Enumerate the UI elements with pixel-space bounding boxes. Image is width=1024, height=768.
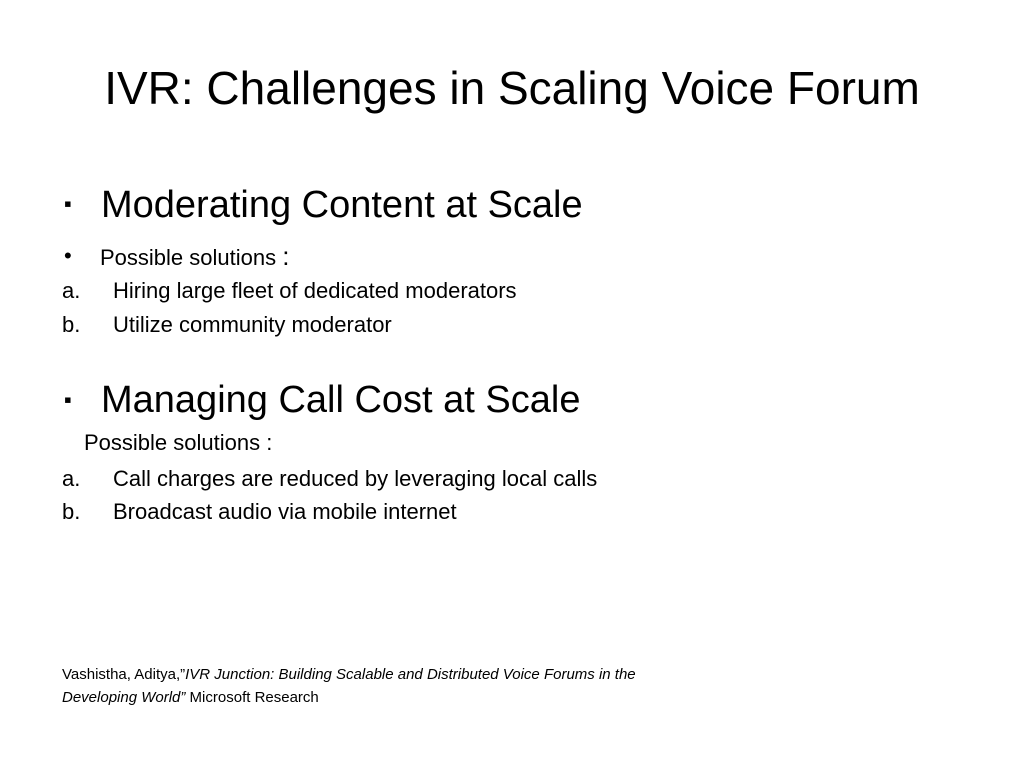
section1-item: Utilize community moderator [113,312,392,337]
section2-item: Broadcast audio via mobile internet [113,499,457,524]
reference-line-2 [62,686,636,709]
section1-item-marker: a. [62,278,81,303]
square-bullet-icon: ▪ [64,191,72,216]
reference-publisher: Microsoft Research [185,689,319,706]
reference-title-part1: IVR Junction: Building Scalable and Distributed Voice Forums in the [185,666,636,683]
section1-item-marker: b. [62,312,81,337]
section1-item: Hiring large fleet of dedicated moderators [113,278,517,303]
section2-sub-label: Possible solutions : [84,430,273,455]
section1-sub-colon: : [282,241,290,271]
round-bullet-icon: • [64,243,72,268]
slide-title: IVR: Challenges in Scaling Voice Forum [104,62,920,114]
section2-item-marker: a. [62,466,81,491]
reference-title-part2: Developing World” [62,689,186,706]
section2-item: Call charges are reduced by leveraging local calls [113,466,598,491]
section1-heading: Moderating Content at Scale [101,184,583,226]
reference-citation [62,663,636,709]
section2-item-marker: b. [62,499,81,524]
reference-author: Vashistha, Aditya,” [62,666,186,683]
reference-line-1 [62,663,636,686]
section2-heading: Managing Call Cost at Scale [101,379,581,421]
square-bullet-icon: ▪ [64,387,72,412]
section1-sub-label: Possible solutions : [100,241,290,271]
